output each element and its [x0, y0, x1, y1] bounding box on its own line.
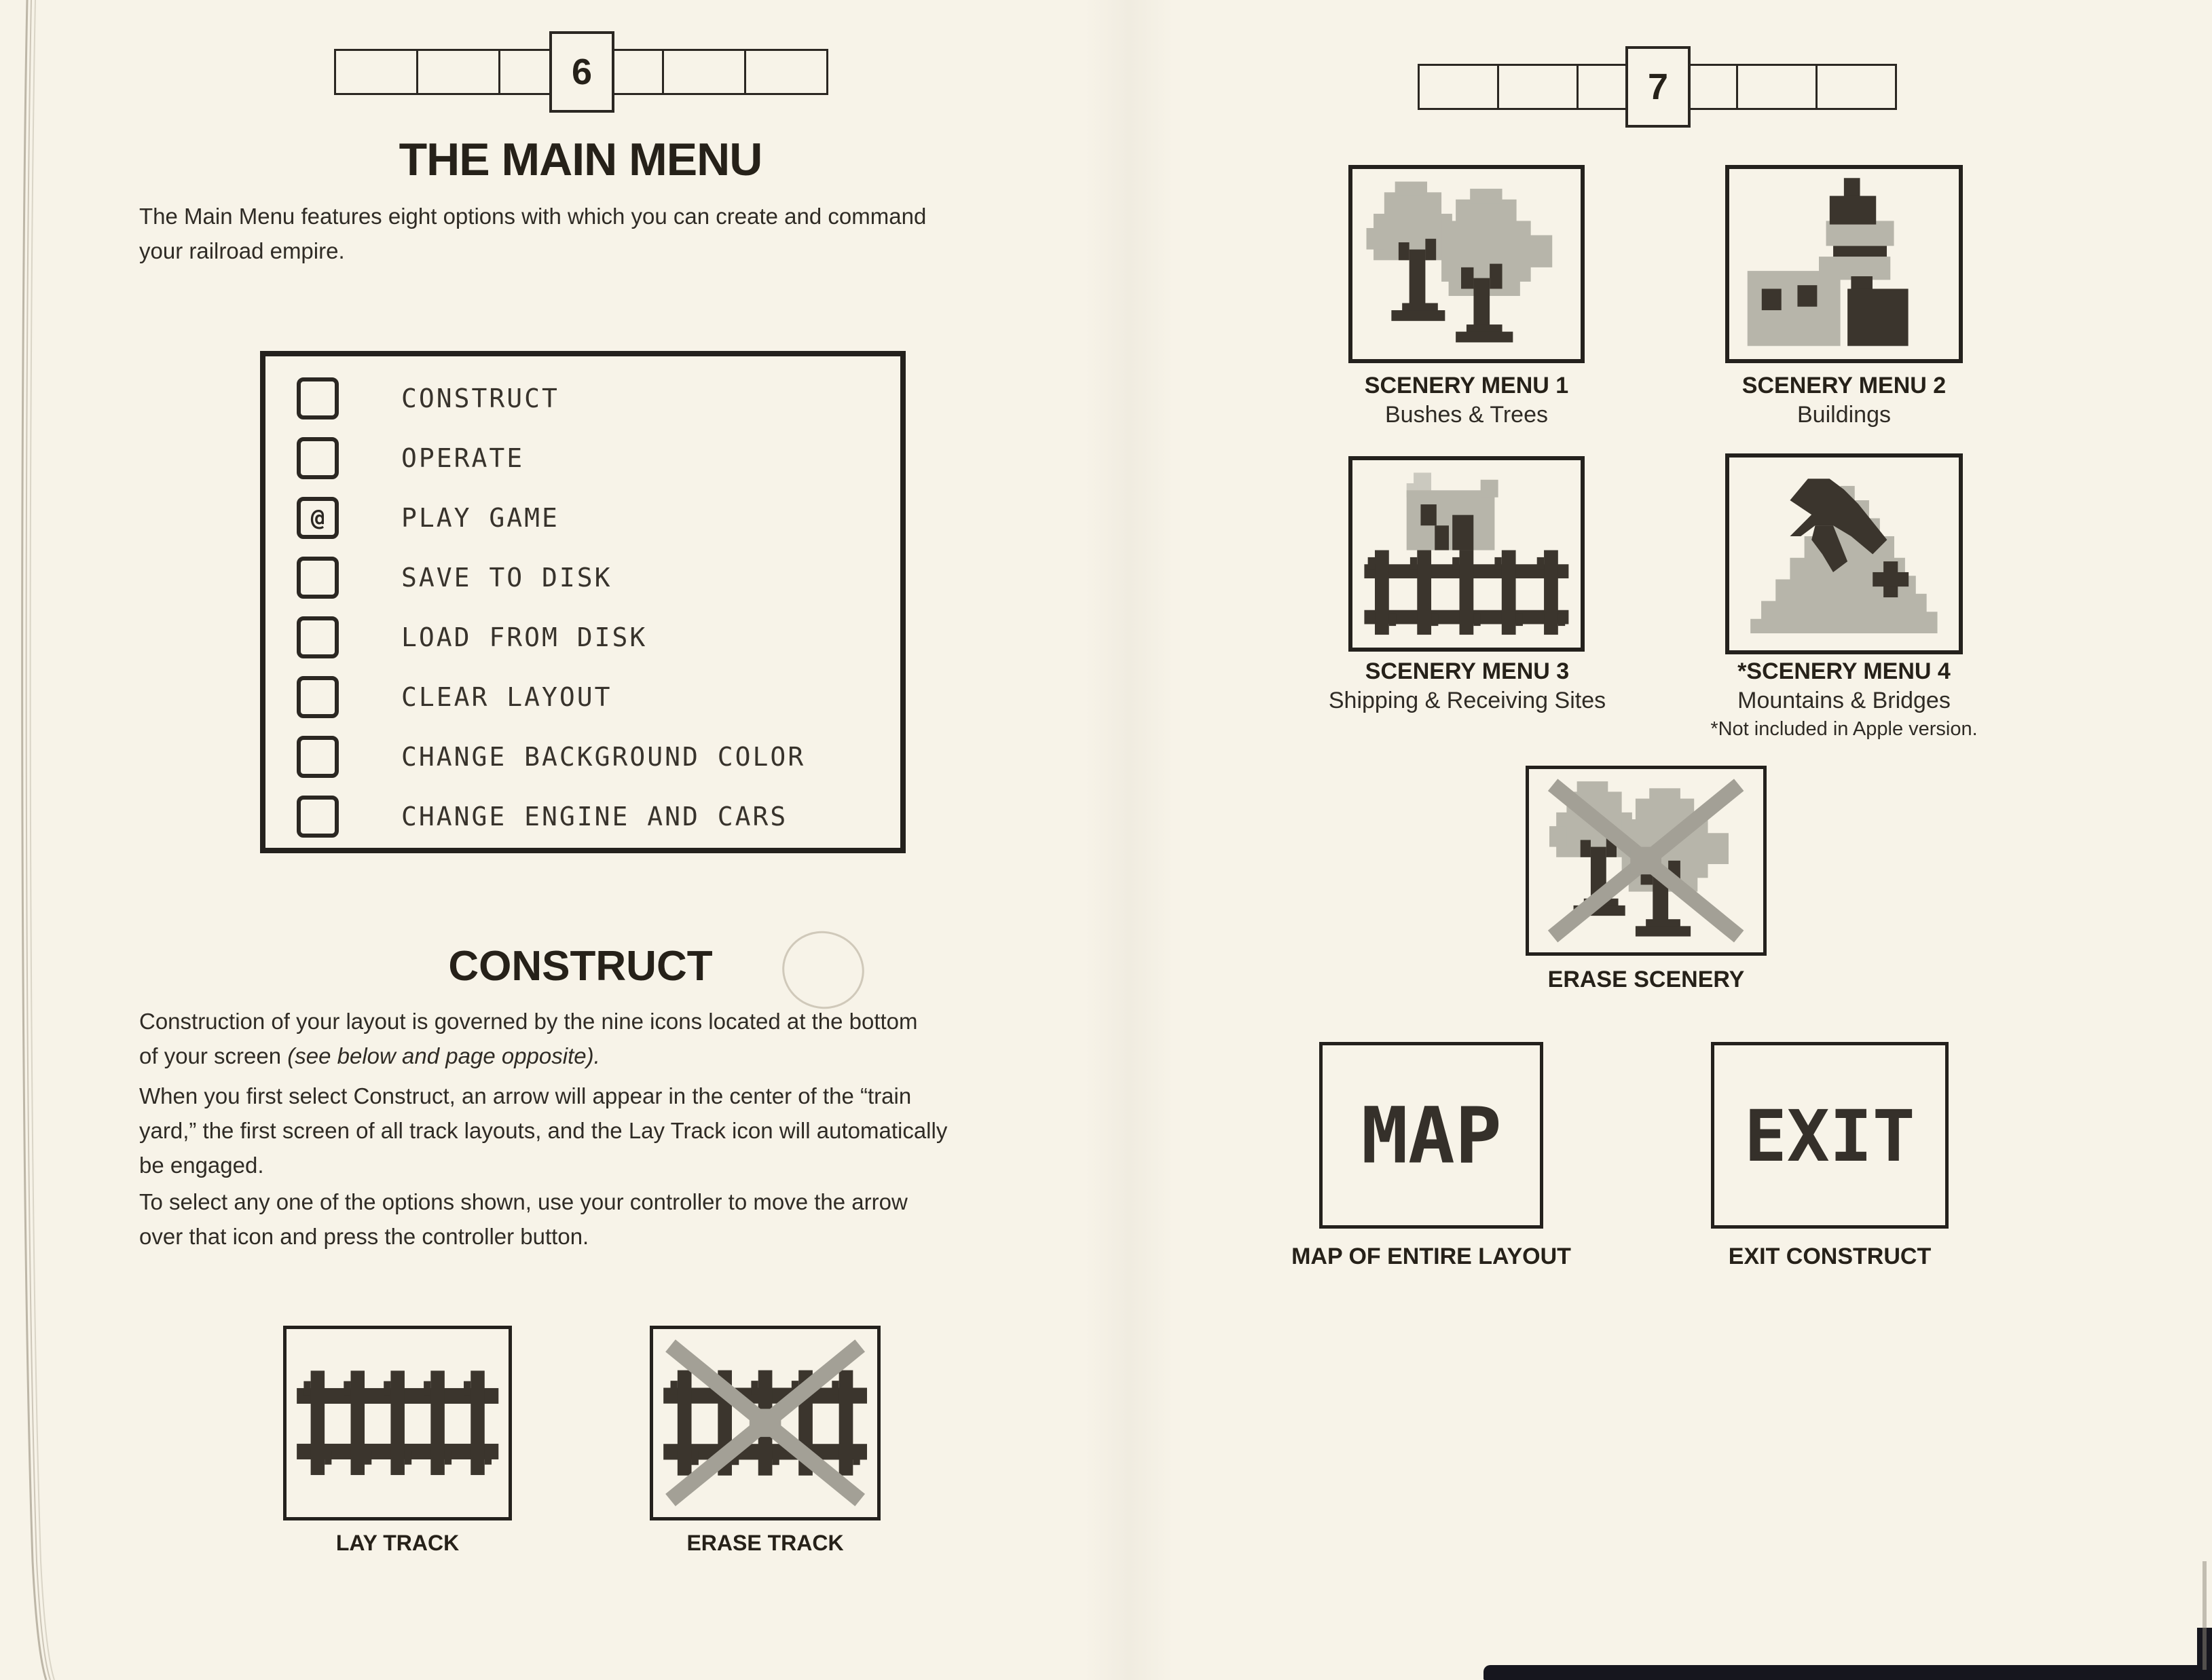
bushes-trees-icon: [1359, 174, 1574, 353]
construct-p2-line-1: When you first select Construct, an arrow will appear in the center of the “train: [139, 1083, 912, 1108]
checkbox-save-to-disk: [297, 557, 339, 599]
erase-scenery-figure: [1526, 766, 1767, 956]
main-menu-box: [260, 351, 906, 853]
menu-item-label: CHANGE BACKGROUND COLOR: [401, 742, 806, 772]
map-label: MAP OF ENTIRE LAYOUT: [1291, 1244, 1571, 1269]
menu-item-clear-layout: [297, 675, 900, 719]
mountains-bridges-icon: [1736, 464, 1952, 645]
checkbox-load-from-disk: [297, 616, 339, 658]
apple-version-note: *Not included in Apple version.: [1710, 718, 1978, 740]
menu-item-operate: [297, 436, 900, 480]
construct-heading: CONSTRUCT: [448, 943, 713, 990]
scenery-menu-2-figure: [1725, 165, 1963, 363]
track-icon: [293, 1334, 502, 1511]
menu-item-label: LOAD FROM DISK: [401, 622, 648, 652]
selection-cursor-icon: @: [310, 504, 325, 531]
page-gutter-shadow: [1085, 0, 1173, 1680]
checkbox-play-game-selected: [297, 497, 339, 539]
lay-track-label: LAY TRACK: [335, 1531, 460, 1555]
track-erase-icon: [660, 1334, 870, 1511]
menu-item-label: SAVE TO DISK: [401, 563, 612, 593]
checkbox-change-background-color: [297, 736, 339, 778]
scenery-menu-3-figure: [1348, 456, 1585, 652]
menu-item-load-from-disk: [297, 616, 900, 659]
scenery-menu-3-subtitle: Shipping & Receiving Sites: [1328, 688, 1606, 713]
checkbox-construct: [297, 377, 339, 419]
exit-label: EXIT CONSTRUCT: [1728, 1244, 1932, 1269]
menu-item-label: CHANGE ENGINE AND CARS: [401, 802, 788, 832]
page-number-6: [549, 31, 614, 113]
menu-item-play-game: [297, 496, 900, 540]
erase-scenery-icon: [1536, 774, 1756, 947]
pen-circle-mark: [774, 922, 872, 1018]
menu-item-label: PLAY GAME: [401, 503, 559, 533]
map-icon-text: MAP: [1361, 1091, 1502, 1182]
menu-item-change-engine-and-cars: [297, 795, 900, 838]
menu-item-label: OPERATE: [401, 443, 525, 473]
construct-p3-line-2: over that icon and press the controller button.: [139, 1224, 589, 1249]
lay-track-figure: [283, 1326, 512, 1520]
scenery-menu-4-figure: [1725, 453, 1963, 654]
intro-line-2: your railroad empire.: [139, 238, 345, 263]
scenery-menu-1-subtitle: Bushes & Trees: [1384, 402, 1548, 428]
scenery-menu-4-title: *SCENERY MENU 4: [1737, 658, 1951, 684]
checkbox-clear-layout: [297, 676, 339, 718]
construct-p2-line-3: be engaged.: [139, 1153, 264, 1178]
page-number-7: [1625, 46, 1691, 128]
page-edge-lines: [0, 0, 88, 1680]
erase-track-figure: [650, 1326, 881, 1520]
scenery-menu-1-title: SCENERY MENU 1: [1364, 373, 1569, 398]
menu-item-construct: [297, 377, 900, 420]
scenery-menu-2-title: SCENERY MENU 2: [1741, 373, 1947, 398]
checkbox-operate: [297, 437, 339, 479]
scan-edge-right: [2202, 1561, 2207, 1670]
checkbox-change-engine-and-cars: [297, 796, 339, 838]
page-number-6-text: 6: [571, 52, 593, 92]
construct-p3-line-1: To select any one of the options shown, use your controller to move the arrow: [139, 1189, 908, 1214]
page-number-7-text: 7: [1647, 67, 1669, 107]
menu-item-label: CLEAR LAYOUT: [401, 682, 612, 712]
scenery-menu-4-subtitle: Mountains & Bridges: [1737, 688, 1951, 713]
buildings-icon: [1736, 174, 1952, 353]
exit-figure: [1711, 1042, 1949, 1229]
exit-icon: [1721, 1051, 1938, 1220]
main-menu-title: THE MAIN MENU: [399, 134, 762, 185]
exit-icon-text: EXIT: [1744, 1094, 1915, 1178]
scenery-menu-3-title: SCENERY MENU 3: [1365, 658, 1570, 684]
menu-item-change-background-color: [297, 735, 900, 779]
map-figure: [1319, 1042, 1543, 1229]
map-icon: [1329, 1051, 1534, 1220]
shipping-site-icon: [1359, 466, 1574, 641]
intro-line-1: The Main Menu features eight options with which you can create and command: [139, 204, 927, 229]
scan-shadow-bottom: [1483, 1665, 2212, 1680]
construct-p1-line-2: of your screen (see below and page opposite).: [139, 1043, 600, 1068]
menu-item-label: CONSTRUCT: [401, 384, 559, 413]
scenery-menu-2-subtitle: Buildings: [1797, 402, 1891, 428]
erase-track-label: ERASE TRACK: [686, 1531, 844, 1555]
construct-p1-line-1: Construction of your layout is governed by the nine icons located at the bottom: [139, 1009, 918, 1034]
erase-scenery-label: ERASE SCENERY: [1547, 967, 1745, 992]
menu-item-save-to-disk: [297, 556, 900, 599]
construct-p2-line-2: yard,” the first screen of all track layouts, and the Lay Track icon will automatically: [139, 1118, 948, 1143]
scenery-menu-1-figure: [1348, 165, 1585, 363]
